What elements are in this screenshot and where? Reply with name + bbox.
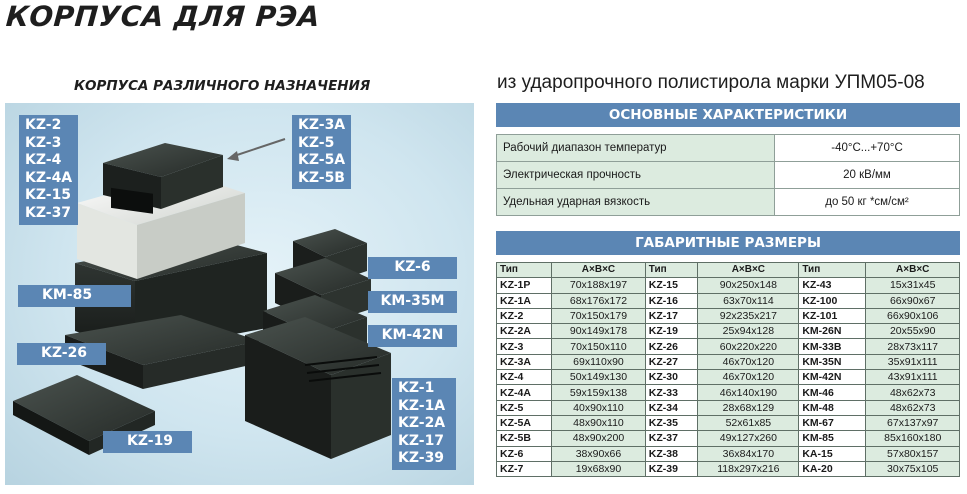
tag-km42n: KM-42N [368,325,457,347]
dim-type-cell: KZ-5B [497,431,552,446]
dim-type-cell: KZ-30 [645,370,698,385]
dim-size-cell: 48x90x200 [552,431,646,446]
dim-size-cell: 40x90x110 [552,400,646,415]
dim-type-cell: KZ-5 [497,400,552,415]
dim-type-cell: KZ-7 [497,461,552,476]
dim-size-cell: 46x70x120 [698,370,799,385]
table-row [497,278,960,293]
dim-type-cell: KM-46 [799,385,866,400]
col-dims-1: A×B×C [552,263,646,278]
dim-size-cell: 60x220x220 [698,339,799,354]
dim-size-cell: 15x31x45 [866,278,960,293]
tag-kz26: KZ-26 [17,343,106,365]
dim-type-cell: KM-35N [799,354,866,369]
table-row [497,324,960,339]
dim-type-cell: KZ-26 [645,339,698,354]
tag-kz37: KZ-37 [25,204,72,221]
tag-kz4a: KZ-4A [25,169,73,186]
page-title: КОРПУСА ДЛЯ РЭА [4,0,322,33]
arrow-line [231,139,285,157]
dim-type-cell: KZ-16 [645,293,698,308]
dim-size-cell: 68x176x172 [552,293,646,308]
enclosures-photo [5,103,474,485]
tag-km85: KM-85 [18,285,131,307]
dim-type-cell: KZ-2 [497,308,552,323]
dimensions-table [496,262,960,477]
tag-kz5: KZ-5 [298,134,335,151]
dim-type-cell: KZ-101 [799,308,866,323]
dim-type-cell: KZ-19 [645,324,698,339]
col-dims-2: A×B×C [698,263,799,278]
table-row [497,431,960,446]
dim-type-cell: KZ-6 [497,446,552,461]
tag-kz3a: KZ-3A [298,117,346,133]
dim-type-cell: KM-26N [799,324,866,339]
dim-size-cell: 92x235x217 [698,308,799,323]
table-row [497,370,960,385]
dim-type-cell: KZ-1A [497,293,552,308]
characteristics-header: ОСНОВНЫЕ ХАРАКТЕРИСТИКИ [496,103,960,127]
left-subtitle: КОРПУСА РАЗЛИЧНОГО НАЗНАЧЕНИЯ [74,78,371,94]
dim-type-cell: KA-15 [799,446,866,461]
dim-size-cell: 66x90x67 [866,293,960,308]
dim-size-cell: 90x149x178 [552,324,646,339]
dim-size-cell: 69x110x90 [552,354,646,369]
table-row [497,354,960,369]
table-header-row [497,263,960,278]
table-row [497,135,960,162]
dim-size-cell: 48x90x110 [552,415,646,430]
table-row [497,162,960,189]
dim-type-cell: KZ-3 [497,339,552,354]
dim-size-cell: 52x61x85 [698,415,799,430]
tag-kz3: KZ-3 [25,134,62,151]
tag-kz2a: KZ-2A [398,415,446,432]
tag-kz6: KZ-6 [368,257,457,279]
col-type-2: Тип [645,263,698,278]
tag-kz19: KZ-19 [103,431,192,453]
dim-type-cell: KZ-38 [645,446,698,461]
dim-size-cell: 66x90x106 [866,308,960,323]
dim-size-cell: 49x127x260 [698,431,799,446]
table-row [497,415,960,430]
char-label: Рабочий диапазон температур [497,135,775,162]
dimensions-header: ГАБАРИТНЫЕ РАЗМЕРЫ [496,231,960,255]
char-label: Электрическая прочность [497,162,775,189]
tag-kz17: KZ-17 [398,432,445,449]
dim-type-cell: KZ-34 [645,400,698,415]
dim-size-cell: 118x297x216 [698,461,799,476]
characteristics-table [496,134,960,216]
tag-kz1-group [392,378,456,470]
char-value: 20 кВ/мм [775,162,960,189]
tag-km35m: KM-35M [368,291,457,313]
dim-size-cell: 43x91x111 [866,370,960,385]
dim-type-cell: KZ-17 [645,308,698,323]
dim-type-cell: KZ-100 [799,293,866,308]
tag-kz3a-group [292,115,351,189]
table-row [497,446,960,461]
dim-size-cell: 46x140x190 [698,385,799,400]
dim-size-cell: 59x159x138 [552,385,646,400]
table-row [497,308,960,323]
dim-type-cell: KM-42N [799,370,866,385]
dim-size-cell: 30x75x105 [866,461,960,476]
char-value: -40°С...+70°С [775,135,960,162]
dim-size-cell: 63x70x114 [698,293,799,308]
dim-size-cell: 57x80x157 [866,446,960,461]
dim-size-cell: 48x62x73 [866,400,960,415]
dim-size-cell: 28x68x129 [698,400,799,415]
char-value: до 50 кг *см/см² [775,189,960,216]
dim-type-cell: KZ-33 [645,385,698,400]
dim-size-cell: 20x55x90 [866,324,960,339]
dim-type-cell: KZ-43 [799,278,866,293]
dim-size-cell: 48x62x73 [866,385,960,400]
dim-type-cell: KZ-4 [497,370,552,385]
dim-type-cell: KM-67 [799,415,866,430]
dim-size-cell: 67x137x97 [866,415,960,430]
dim-type-cell: KZ-3A [497,354,552,369]
dim-size-cell: 85x160x180 [866,431,960,446]
dim-size-cell: 25x94x128 [698,324,799,339]
table-row [497,293,960,308]
dim-type-cell: KZ-37 [645,431,698,446]
dim-type-cell: KM-33B [799,339,866,354]
tag-kz4: KZ-4 [25,152,62,169]
dimensions-body [497,278,960,477]
dim-type-cell: KZ-2A [497,324,552,339]
dim-type-cell: KZ-4A [497,385,552,400]
dim-size-cell: 19x68x90 [552,461,646,476]
col-type-1: Тип [497,263,552,278]
dim-size-cell: 36x84x170 [698,446,799,461]
dim-size-cell: 35x91x111 [866,354,960,369]
tag-kz1a: KZ-1A [398,397,446,414]
right-subtitle: из ударопрочного полистирола марки УПМ05-08 [497,72,925,93]
tag-kz15: KZ-15 [25,187,72,204]
table-row [497,461,960,476]
dim-size-cell: 50x149x130 [552,370,646,385]
dim-type-cell: KZ-27 [645,354,698,369]
tag-kz5b: KZ-5B [298,169,345,186]
dim-size-cell: 28x73x117 [866,339,960,354]
dim-size-cell: 70x150x110 [552,339,646,354]
arrow-head [227,151,239,161]
dim-type-cell: KZ-15 [645,278,698,293]
dim-type-cell: KZ-5A [497,415,552,430]
dim-size-cell: 46x70x120 [698,354,799,369]
tag-kz39: KZ-39 [398,450,445,467]
dim-size-cell: 90x250x148 [698,278,799,293]
dim-type-cell: KM-48 [799,400,866,415]
dim-type-cell: KZ-39 [645,461,698,476]
dim-type-cell: KZ-35 [645,415,698,430]
dim-size-cell: 38x90x66 [552,446,646,461]
dim-size-cell: 70x188x197 [552,278,646,293]
dim-size-cell: 70x150x179 [552,308,646,323]
dim-type-cell: KA-20 [799,461,866,476]
col-dims-3: A×B×C [866,263,960,278]
col-type-3: Тип [799,263,866,278]
tag-kz2: KZ-2 [25,117,62,133]
table-row [497,189,960,216]
table-row [497,385,960,400]
tag-kz2-group [19,115,78,225]
dim-type-cell: KZ-1P [497,278,552,293]
dim-type-cell: KM-85 [799,431,866,446]
table-row [497,339,960,354]
tag-kz5a: KZ-5A [298,152,346,169]
char-label: Удельная ударная вязкость [497,189,775,216]
tag-kz1: KZ-1 [398,380,435,396]
table-row [497,400,960,415]
